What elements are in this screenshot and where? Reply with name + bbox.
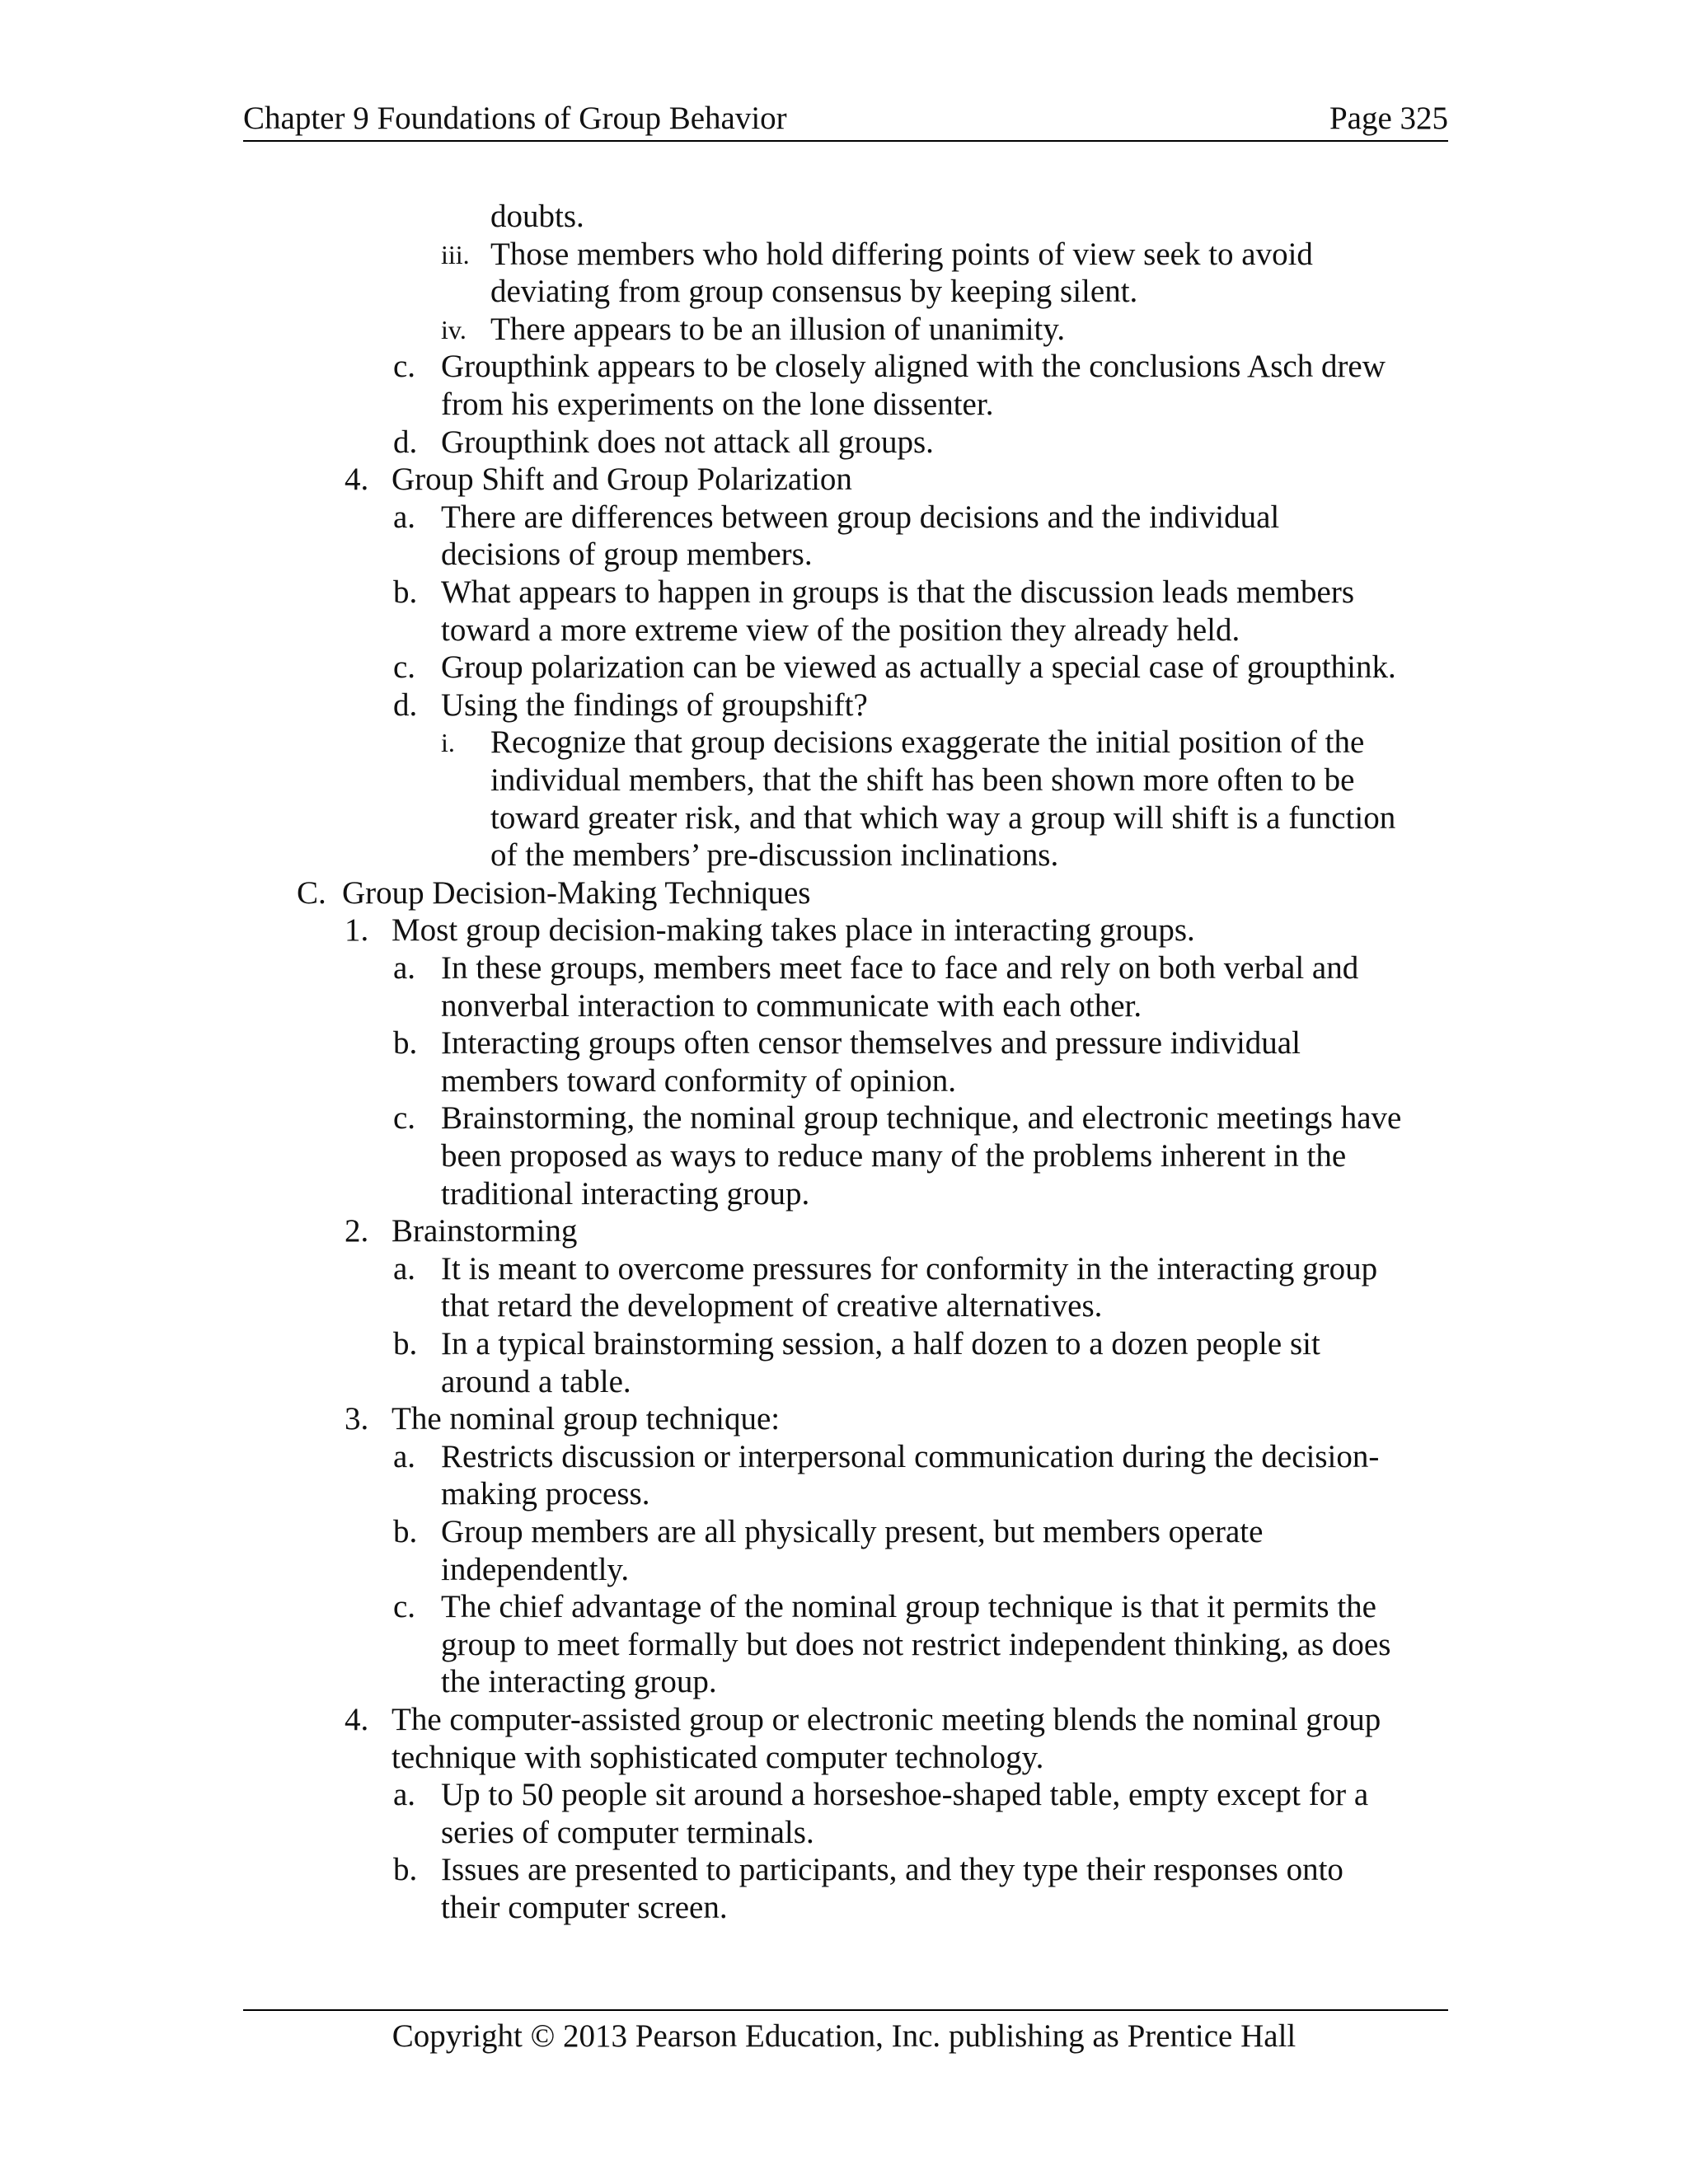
outline-text: series of computer terminals. bbox=[441, 1814, 814, 1850]
outline-text: members toward conformity of opinion. bbox=[441, 1062, 956, 1099]
outline-line bbox=[0, 311, 1688, 349]
outline-text: independently. bbox=[441, 1551, 630, 1587]
outline-line bbox=[0, 1325, 1688, 1363]
outline-text: Up to 50 people sit around a horseshoe-shaped table, empty except for a bbox=[441, 1777, 1369, 1813]
outline-text: technique with sophisticated computer technology. bbox=[392, 1739, 1044, 1775]
outline-line bbox=[0, 386, 1688, 424]
outline-text: The computer-assisted group or electronic meeting blends the nominal group bbox=[392, 1702, 1381, 1737]
outline-text: Group members are all physically present, but members operate bbox=[441, 1514, 1264, 1549]
outline-text: their computer screen. bbox=[441, 1890, 728, 1925]
outline-text: Group Shift and Group Polarization bbox=[392, 462, 852, 498]
outline-line bbox=[0, 1175, 1688, 1213]
copyright-notice: Copyright © 2013 Pearson Education, Inc. publishing as Prentice Hall bbox=[392, 2018, 1296, 2054]
outline-line bbox=[0, 612, 1688, 649]
list-marker: i. bbox=[441, 728, 455, 758]
page-footer bbox=[0, 2015, 1688, 2058]
outline-text: Groupthink appears to be closely aligned with the conclusions Asch drew bbox=[441, 349, 1386, 385]
outline-line bbox=[0, 1287, 1688, 1325]
outline-line bbox=[0, 461, 1688, 499]
list-marker: a. bbox=[393, 1777, 416, 1813]
outline-text: been proposed as ways to reduce many of the problems inherent in the bbox=[441, 1138, 1347, 1174]
outline-text: Restricts discussion or interpersonal communication during the decision- bbox=[441, 1438, 1380, 1474]
outline-line bbox=[0, 273, 1688, 311]
outline-text: of the members’ pre-discussion inclinations. bbox=[490, 837, 1059, 874]
list-marker: d. bbox=[393, 687, 418, 723]
list-marker: c. bbox=[393, 1589, 416, 1625]
outline-text: that retard the development of creative alternatives. bbox=[441, 1288, 1103, 1324]
list-marker: b. bbox=[393, 1514, 418, 1549]
outline-line bbox=[0, 724, 1688, 762]
outline-line bbox=[0, 1212, 1688, 1250]
outline-text: Recognize that group decisions exaggerate the initial position of the bbox=[490, 724, 1365, 761]
outline-text: toward greater risk, and that which way a group will shift is a function bbox=[490, 799, 1396, 836]
outline-text: Interacting groups often censor themselves and pressure individual bbox=[441, 1025, 1301, 1062]
outline-text: toward a more extreme view of the position they already held. bbox=[441, 612, 1240, 648]
outline-line bbox=[0, 1513, 1688, 1551]
chapter-title: Chapter 9 Foundations of Group Behavior bbox=[243, 101, 787, 136]
outline-line bbox=[0, 1400, 1688, 1438]
outline-text: traditional interacting group. bbox=[441, 1175, 810, 1212]
outline-line bbox=[0, 762, 1688, 799]
outline-line bbox=[0, 1851, 1688, 1889]
list-marker: a. bbox=[393, 499, 416, 535]
outline-line bbox=[0, 1551, 1688, 1589]
outline-line bbox=[0, 1814, 1688, 1852]
outline-line bbox=[0, 536, 1688, 574]
list-marker: c. bbox=[393, 349, 416, 385]
outline-text: There appears to be an illusion of unanimity. bbox=[490, 311, 1066, 347]
outline-text: Groupthink does not attack all groups. bbox=[441, 424, 934, 460]
outline-line bbox=[0, 1099, 1688, 1137]
outline-text: Those members who hold differing points of view seek to avoid bbox=[490, 236, 1313, 272]
outline-line bbox=[0, 1062, 1688, 1100]
outline-text: deviating from group consensus by keeping silent. bbox=[490, 274, 1138, 310]
outline-text: It is meant to overcome pressures for conformity in the interacting group bbox=[441, 1250, 1378, 1286]
outline-text: from his experiments on the lone dissenter. bbox=[441, 387, 994, 422]
list-marker: b. bbox=[393, 1025, 418, 1062]
list-marker: 4. bbox=[345, 462, 369, 498]
outline-text: The nominal group technique: bbox=[392, 1401, 781, 1437]
outline-line bbox=[0, 837, 1688, 874]
outline-text: group to meet formally but does not restrict independent thinking, as does bbox=[441, 1626, 1391, 1662]
outline-line bbox=[0, 424, 1688, 462]
outline-text: Group polarization can be viewed as actually a special case of groupthink. bbox=[441, 649, 1396, 686]
outline-text: the interacting group. bbox=[441, 1664, 717, 1700]
outline-text: Using the findings of groupshift? bbox=[441, 687, 868, 723]
list-marker: 4. bbox=[345, 1702, 369, 1737]
outline-line bbox=[0, 574, 1688, 612]
list-marker: 3. bbox=[345, 1401, 369, 1437]
list-marker: iii. bbox=[441, 239, 470, 269]
outline-line bbox=[0, 1475, 1688, 1513]
list-marker: b. bbox=[393, 1326, 418, 1361]
outline-line bbox=[0, 1438, 1688, 1476]
footer-rule bbox=[243, 2009, 1448, 2011]
outline-line bbox=[0, 499, 1688, 537]
outline-line bbox=[0, 949, 1688, 987]
outline-line bbox=[0, 1663, 1688, 1701]
outline-text: Most group decision-making takes place in interacting groups. bbox=[392, 912, 1195, 949]
list-marker: c. bbox=[393, 1100, 416, 1137]
outline-line bbox=[0, 1739, 1688, 1777]
outline-line bbox=[0, 1776, 1688, 1814]
outline-text: There are differences between group decisions and the individual bbox=[441, 499, 1280, 535]
outline-text: Brainstorming bbox=[392, 1213, 578, 1249]
outline-text: Brainstorming, the nominal group technique, and electronic meetings have bbox=[441, 1100, 1402, 1137]
outline-line bbox=[0, 1363, 1688, 1401]
outline-line bbox=[0, 1024, 1688, 1062]
page-number: Page 325 bbox=[1329, 101, 1448, 136]
outline-text: nonverbal interaction to communicate with each other. bbox=[441, 987, 1142, 1024]
outline-line bbox=[0, 198, 1688, 236]
list-marker: a. bbox=[393, 950, 416, 986]
outline-line bbox=[0, 1701, 1688, 1739]
outline-text: making process. bbox=[441, 1476, 650, 1512]
outline-line bbox=[0, 687, 1688, 724]
outline-text: individual members, that the shift has been shown more often to be bbox=[490, 762, 1355, 798]
outline-line bbox=[0, 987, 1688, 1025]
outline-line bbox=[0, 1137, 1688, 1175]
outline-text: doubts. bbox=[490, 199, 584, 234]
page-header bbox=[243, 97, 1448, 142]
outline-line bbox=[0, 1889, 1688, 1927]
list-marker: c. bbox=[393, 649, 416, 686]
list-marker: a. bbox=[393, 1438, 416, 1474]
list-marker: 1. bbox=[345, 912, 369, 949]
outline-text: Group Decision-Making Techniques bbox=[342, 874, 811, 911]
outline-line bbox=[0, 1588, 1688, 1626]
list-marker: C. bbox=[297, 874, 326, 911]
outline-text: In a typical brainstorming session, a half dozen to a dozen people sit bbox=[441, 1326, 1320, 1361]
outline-line bbox=[0, 348, 1688, 386]
list-marker: iv. bbox=[441, 314, 467, 344]
list-marker: b. bbox=[393, 574, 418, 610]
outline-line bbox=[0, 912, 1688, 949]
outline-text: around a table. bbox=[441, 1363, 631, 1399]
outline-text: The chief advantage of the nominal group technique is that it permits the bbox=[441, 1589, 1376, 1625]
list-marker: d. bbox=[393, 424, 418, 460]
outline-text: Issues are presented to participants, and they type their responses onto bbox=[441, 1852, 1343, 1888]
list-marker: 2. bbox=[345, 1213, 369, 1249]
outline-line bbox=[0, 236, 1688, 274]
outline-line bbox=[0, 874, 1688, 912]
outline-text: decisions of group members. bbox=[441, 537, 813, 573]
outline-line bbox=[0, 799, 1688, 837]
outline-text: In these groups, members meet face to face and rely on both verbal and bbox=[441, 950, 1359, 986]
list-marker: a. bbox=[393, 1250, 416, 1286]
outline-line bbox=[0, 649, 1688, 687]
outline-line bbox=[0, 1626, 1688, 1664]
list-marker: b. bbox=[393, 1852, 418, 1888]
outline-line bbox=[0, 1250, 1688, 1288]
outline-text: What appears to happen in groups is that the discussion leads members bbox=[441, 574, 1354, 610]
